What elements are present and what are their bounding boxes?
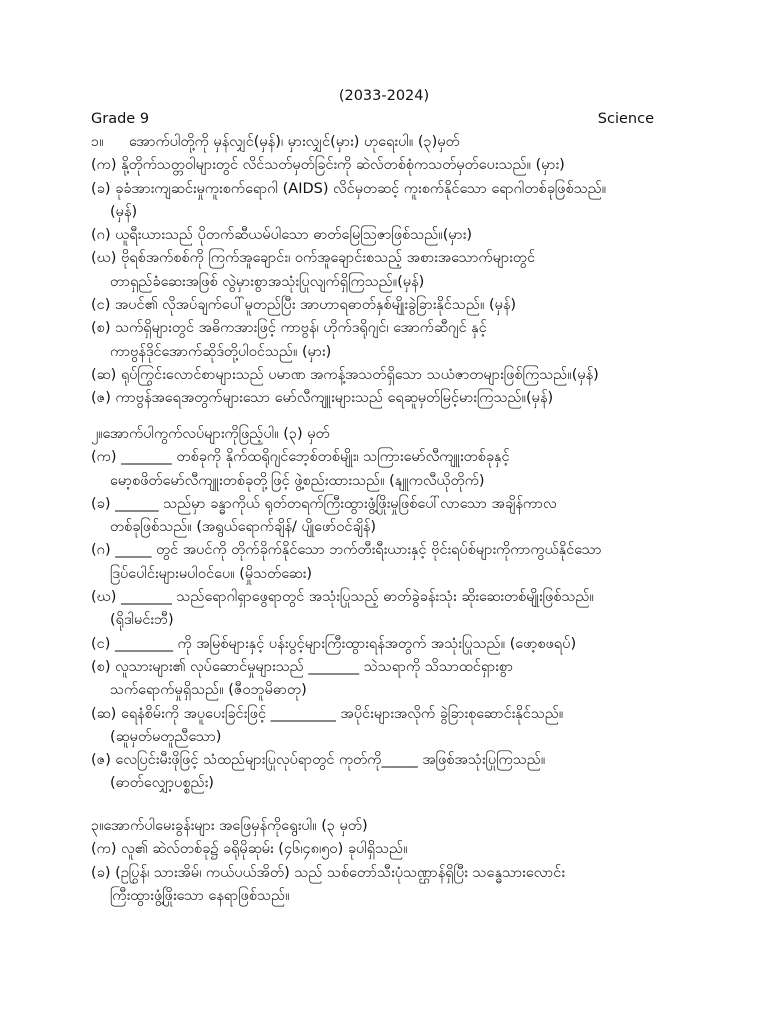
section-1-number: ၁။ bbox=[91, 134, 104, 150]
section-1-title: အောက်ပါတို့ကို မှန်လျှင်(မှန်)၊ မှားလျှင်(မှား) ဟုရေးပါ။ (၃)မှတ် bbox=[129, 134, 460, 150]
section-2-item: (ဃ) _______ သည်ရောဂါရှာဖွေရာတွင် အသုံးပြုသည့် ဓာတ်ခွဲခန်းသုံး ဆိုးဆေးတစ်မျိုးဖြစ်သည်။ bbox=[91, 589, 594, 606]
section-2-item: (ဆ) ရေနံစိမ်းကို အပူပေးခြင်းဖြင့် _________ အပိုင်းများအလိုက် ခွဲခြားစုဆောင်းနိုင်သည်။ bbox=[91, 705, 564, 722]
section-1-item-continued: (မှန်) bbox=[110, 203, 138, 220]
exam-header bbox=[91, 111, 654, 127]
section-3-item-continued: ကြီးထွားဖွံ့ဖြိုးသော နေရာဖြစ်သည်။ bbox=[110, 887, 290, 904]
section-1-heading bbox=[91, 131, 691, 154]
section-1-item-continued: ကာဗွန်ဒိုင်အောက်ဆိုဒ်တို့ပါဝင်သည်။ (မှား) bbox=[110, 343, 332, 360]
section-2-item: (က) _______ တစ်ခုကို နိုက်ထရိုဂျင်ဘေ့စ်တစ်မျိုး၊ သကြားမော်လီကျူးတစ်ခုနှင့် bbox=[91, 449, 510, 466]
section-1-item: (ဂ) ယူရီးယားသည် ပိုတက်ဆီယမ်ပါသော ဓာတ်မြေဩဇာဖြစ်သည်။(မှား) bbox=[91, 227, 472, 244]
section-2 bbox=[91, 423, 691, 796]
section-3-item: (က) လူ၏ ဆဲလ်တစ်ခု၌ ခရိုမိုဆုမ်း (၄၆၊၄၈၊၅၀) ခုပါရှိသည်။ bbox=[91, 841, 408, 858]
section-2-item-continued: (ရိုဒါမင်းဘီ) bbox=[110, 612, 174, 629]
section-2-item-continued: သက်ရောက်မှုရှိသည်။ (ဇီဝဘူမိဓာတု) bbox=[110, 682, 307, 699]
section-2-item-continued: ဒြပ်ပေါင်းများမပါဝင်ပေ။ (မှိုသတ်ဆေး) bbox=[110, 565, 312, 582]
section-2-item: (င) ________ ကို အမြစ်များနှင့် ပန်းပွင့်များကြီးထွားရန်အတွက် အသုံးပြုသည်။ (ဖော့စဖရပ်) bbox=[91, 635, 577, 652]
section-2-item-continued: မော့စဖိတ်မော်လီကျူးတစ်ခုတို့ဖြင့် ဖွဲ့စည်းထားသည်။ (နျူကလီယိုတိုက်) bbox=[110, 472, 485, 489]
section-1-item: (စ) သက်ရှိများတွင် အဓိကအားဖြင့် ကာဗွန်၊ ဟိုက်ဒရိုဂျင်၊ အောက်ဆီဂျင် နှင့် bbox=[91, 320, 487, 337]
section-2-item: (ဇ) လေပြင်းမီးဖိုဖြင့် သံထည်များပြုလုပ်ရာတွင် ကုတ်ကို_____ အဖြစ်အသုံးပြုကြသည်။ bbox=[91, 752, 546, 769]
section-3-item: (ခ) (ဥပြွန်၊ သားအိမ်၊ ကယ်ပယ်အိတ်) သည် သစ်တော်သီးပုံသဏ္ဌာန်ရှိပြီး သန္ဓေသားလောင်း bbox=[91, 864, 565, 881]
section-1-item-continued: တာရှည်ခံဆေးအဖြစ် လွဲမှားစွာအသုံးပြုလျက်ရှိကြသည်။(မှန်) bbox=[110, 273, 425, 290]
section-3-heading bbox=[91, 815, 691, 838]
section-3 bbox=[91, 815, 691, 908]
section-2-item: (ဂ) _____ တွင် အပင်ကို တိုက်ခိုက်နိုင်သော ဘက်တီးရီးယားနှင့် ဗိုင်းရပ်စ်များကိုကာကွယ်နိုင်သော bbox=[91, 542, 602, 559]
section-1-item: (ခ) ခုခံအားကျဆင်းမှုကူးစက်ရောဂါ (AIDS) လိင်မှတဆင့် ကူးစက်နိုင်သော ရောဂါတစ်ခုဖြစ်သည်။ bbox=[91, 180, 607, 197]
section-1-item: (င) အပင်၏ လိုအပ်ချက်ပေါ်မူတည်ပြီး အာဟာရဓာတ်နှစ်မျိုးခွဲခြားနိုင်သည်။ (မှန်) bbox=[91, 297, 517, 314]
section-2-item-continued: (ဆူမှတ်မတူညီသော) bbox=[110, 728, 222, 745]
section-2-item: (စ) လူသားများ၏ လုပ်ဆောင်မှုများသည် _______ သဲသရာကို သိသာထင်ရှားစွာ bbox=[91, 658, 514, 675]
exam-year: (2033-2024) bbox=[338, 88, 430, 104]
subject-label: Science bbox=[597, 111, 654, 127]
section-1-item: (က) နို့တိုက်သတ္တဝါများတွင် လိင်သတ်မှတ်ခြင်းကို ဆဲလ်တစ်စုံကသတ်မှတ်ပေးသည်။ (မှား) bbox=[91, 157, 565, 174]
grade-label: Grade 9 bbox=[91, 111, 150, 127]
section-1-item: (ဇ) ကာဗွန်အရေအတွက်များသော မော်လီကျူးများသည် ရေဆူမှတ်မြင့်မားကြသည်။(မှန်) bbox=[91, 390, 554, 407]
section-2-title: အောက်ပါကွက်လပ်များကိုဖြည့်ပါ။ (၃) မှတ် bbox=[102, 426, 330, 442]
section-2-item: (ခ) ______ သည်မှာ ခန္ဓာကိုယ် ရုတ်တရက်ကြီးထွားဖွံ့ဖြိုးမှုဖြစ်ပေါ်လာသော အချိန်ကာလ bbox=[91, 495, 557, 512]
section-3-title: အောက်ပါမေးခွန်းများ အဖြေမှန်ကိုရွေးပါ။ (၃ မှတ်) bbox=[103, 818, 368, 834]
section-2-number: ၂။ bbox=[91, 426, 103, 442]
section-1-item: (ဃ) ဗိုရစ်အက်စစ်ကို ကြက်အူချောင်း၊ ဝက်အူချောင်းစသည့် အစားအသောက်များတွင် bbox=[91, 250, 536, 267]
section-1-item: (ဆ) ရုပ်ကြွင်းလောင်စာများသည် ပမာဏ အကန့်အသတ်ရှိသော သယံဇာတများဖြစ်ကြသည်။(မှန်) bbox=[91, 366, 599, 383]
section-2-heading bbox=[91, 423, 691, 446]
section-1 bbox=[91, 131, 691, 411]
section-2-item-continued: တစ်ခုဖြစ်သည်။ (အရွယ်ရောက်ချိန်/ ပျိုဖော်ဝင်ချိန်) bbox=[110, 519, 377, 536]
section-2-item-continued: (ဓာတ်လျှော့ပစ္စည်း) bbox=[110, 775, 214, 792]
section-3-number: ၃။ bbox=[91, 818, 104, 834]
